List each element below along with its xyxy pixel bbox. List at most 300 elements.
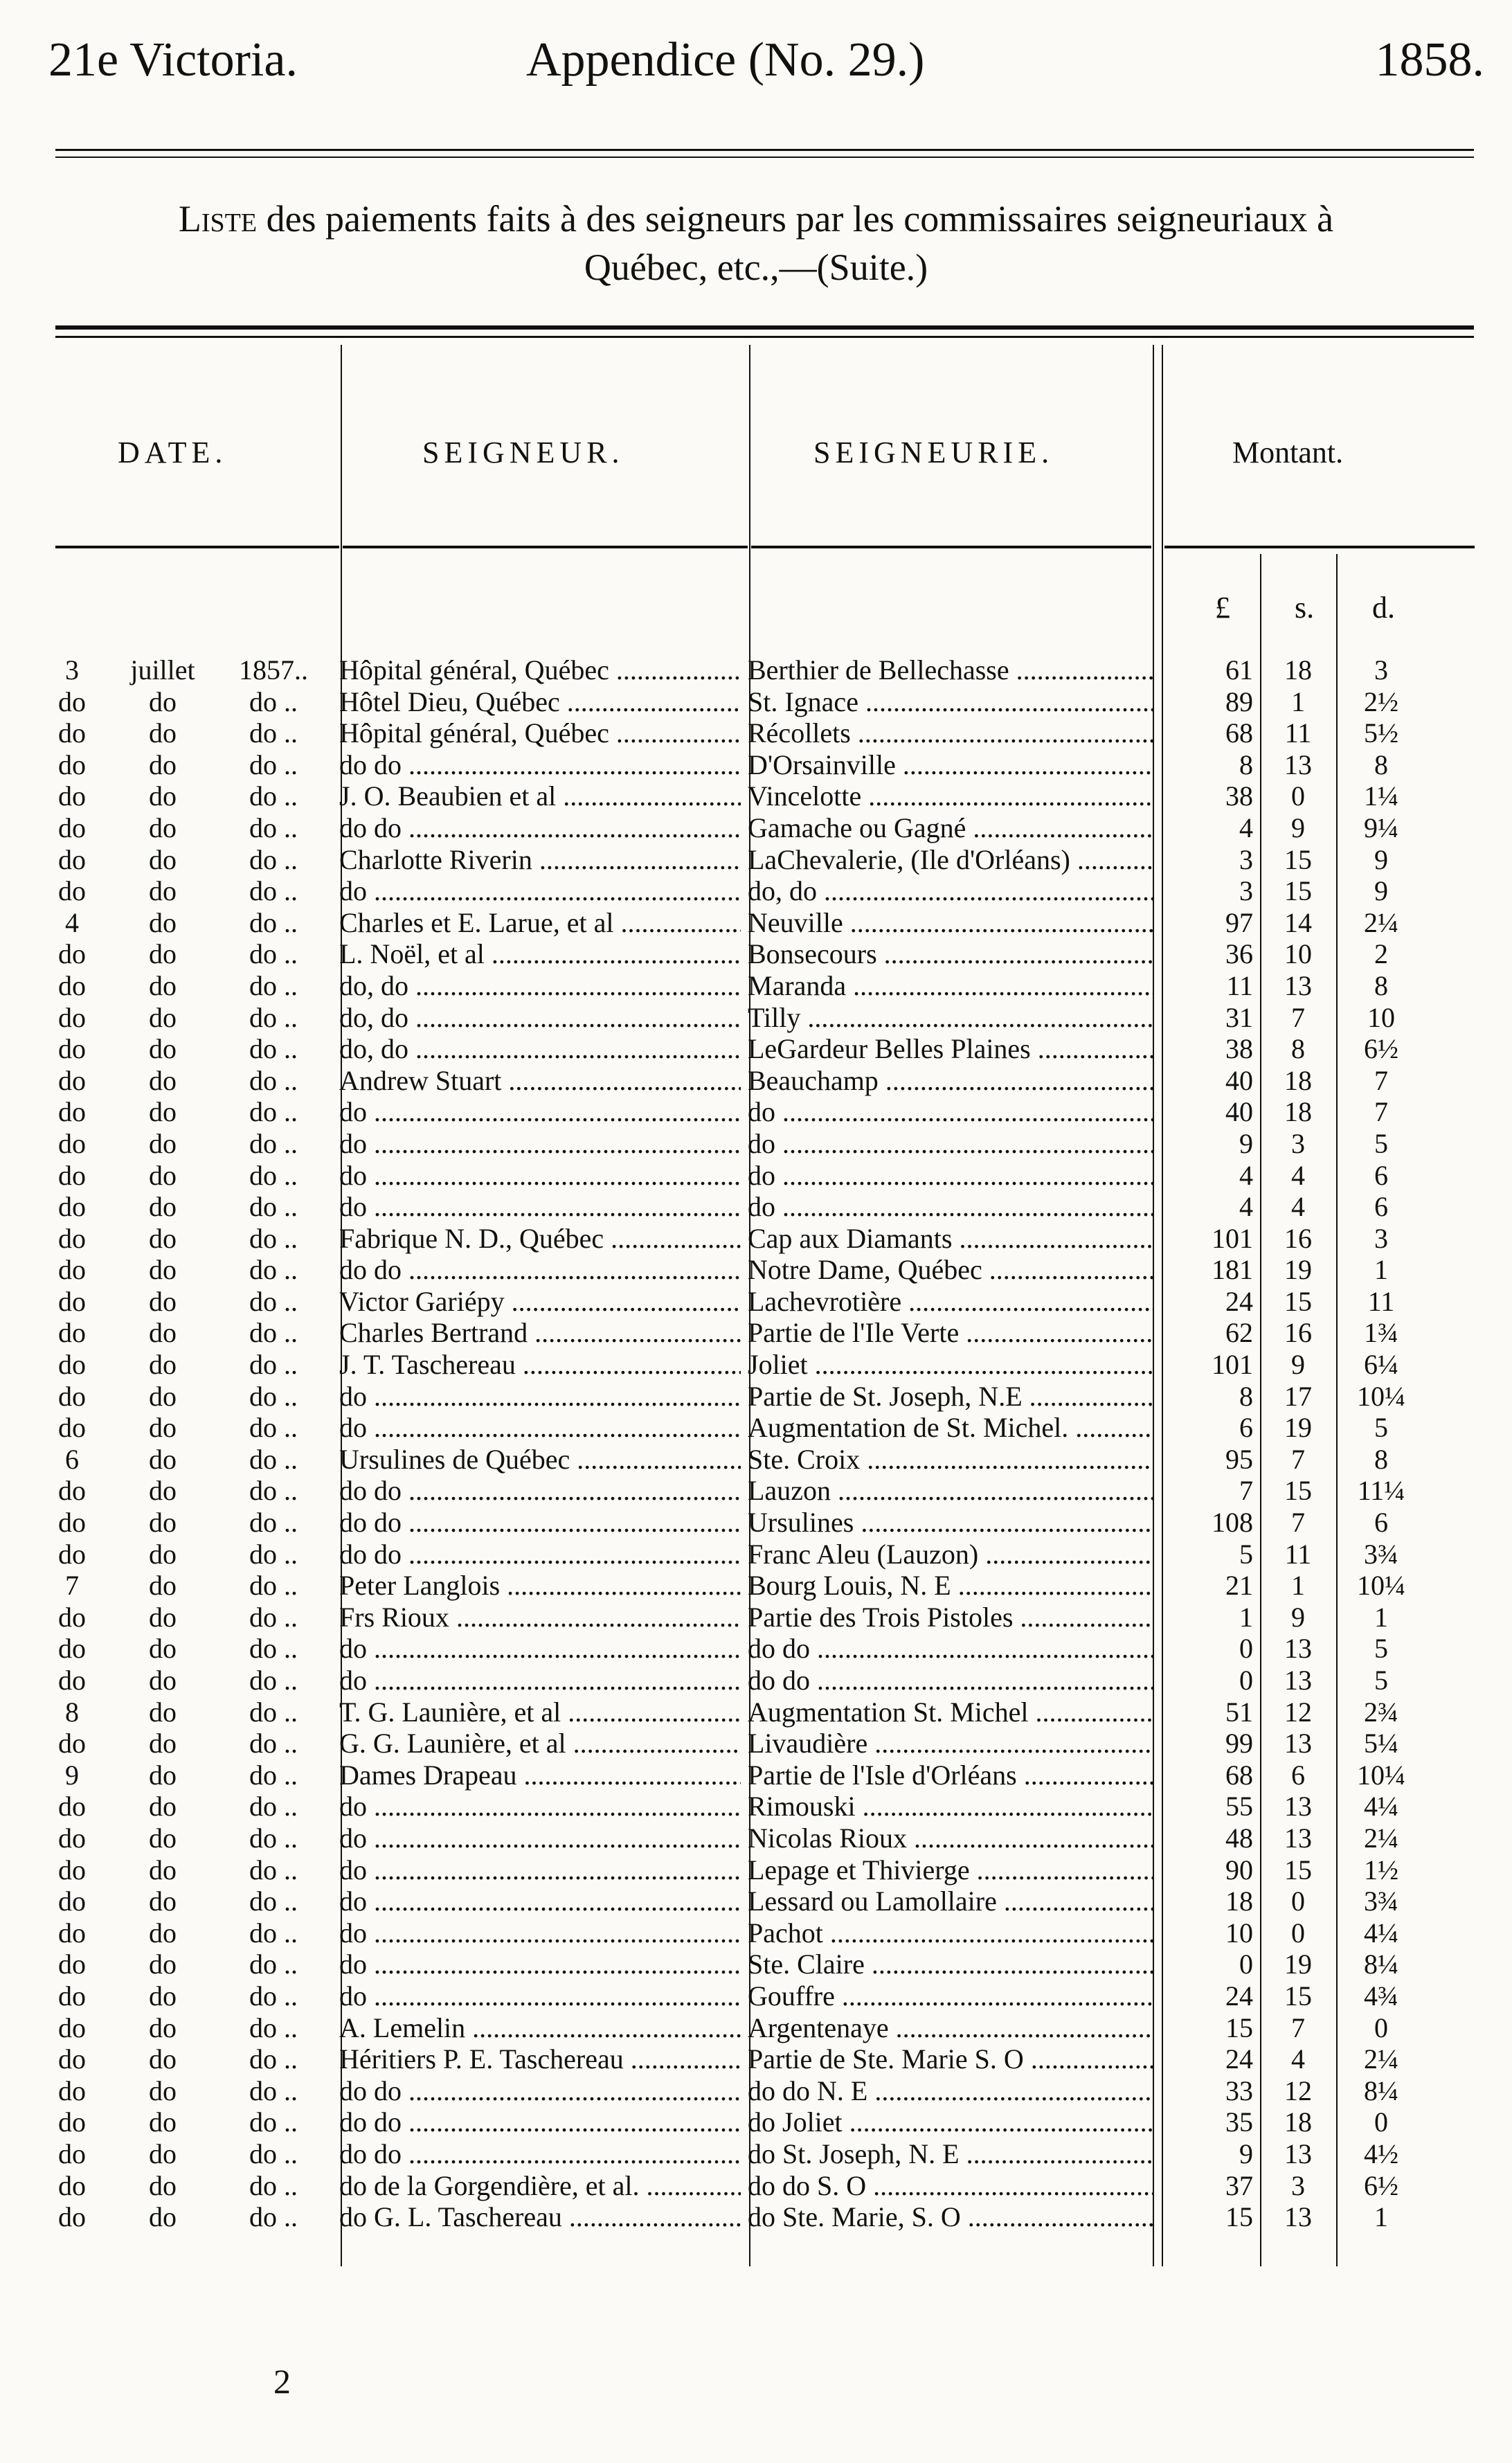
cell-year: do .. <box>249 1191 298 1223</box>
cell-s: 13 <box>1284 2138 1312 2169</box>
cell-l: 15 <box>1225 2201 1253 2233</box>
cell-seigneurie: Bonsecours ..... <box>748 938 1153 970</box>
cell-year: do .. <box>249 843 298 875</box>
cell-year: do .. <box>249 1696 298 1728</box>
cell-year: do .. <box>249 1538 298 1570</box>
cell-month: do <box>149 780 177 812</box>
cell-day: do <box>58 1001 86 1033</box>
cell-l: 4 <box>1239 1159 1253 1191</box>
cell-s: 12 <box>1284 1696 1312 1728</box>
cell-month: do <box>149 2138 177 2169</box>
cell-seigneurie: St. Ignace ..... <box>748 686 1153 718</box>
table-row <box>0 1444 1512 1476</box>
cell-l: 0 <box>1239 1949 1253 1980</box>
cell-day: do <box>58 1854 86 1886</box>
cell-seigneurie: Pachot ..... <box>748 1917 1153 1949</box>
cell-s: 13 <box>1284 1822 1312 1854</box>
table-row <box>0 1633 1512 1665</box>
cell-year: do .. <box>249 2138 298 2169</box>
table-row <box>0 2201 1512 2233</box>
cell-year: do .. <box>249 1159 298 1191</box>
cell-s: 4 <box>1291 2043 1305 2075</box>
cell-seigneur: T. G. Launière, et al ..... <box>339 1696 741 1728</box>
cell-month: do <box>149 1475 177 1507</box>
table-row <box>0 1949 1512 1980</box>
cell-d: 11 <box>1367 1285 1395 1317</box>
table-title-line2: Québec, etc.,—(Suite.) <box>584 247 928 288</box>
cell-l: 90 <box>1225 1854 1253 1886</box>
payments-table <box>0 654 1512 2233</box>
cell-seigneurie: Joliet ..... <box>748 1349 1153 1381</box>
cell-seigneur: J. T. Taschereau ..... <box>339 1349 741 1381</box>
cell-seigneurie: D'Orsainville ..... <box>748 749 1153 781</box>
table-row <box>0 1381 1512 1413</box>
cell-seigneurie: do Ste. Marie, S. O ..... <box>748 2201 1153 2233</box>
cell-seigneurie: Ursulines ..... <box>748 1507 1153 1539</box>
cell-day: do <box>58 686 86 717</box>
cell-day: do <box>58 1033 86 1065</box>
table-row <box>0 2138 1512 2170</box>
cell-s: 15 <box>1284 1854 1312 1886</box>
table-row <box>0 2075 1512 2107</box>
cell-month: do <box>149 1349 177 1381</box>
table-row <box>0 1002 1512 1034</box>
cell-s: 1 <box>1291 686 1305 717</box>
table-row <box>0 1033 1512 1065</box>
cell-day: do <box>58 1064 86 1096</box>
cell-day: do <box>58 780 86 812</box>
cell-l: 38 <box>1225 780 1253 812</box>
cell-seigneur: do do ..... <box>339 1507 741 1539</box>
cell-s: 18 <box>1284 654 1312 686</box>
table-title <box>0 195 1512 242</box>
title-lead: Liste <box>178 198 258 240</box>
cell-l: 40 <box>1225 1096 1253 1128</box>
header-rule-top <box>55 149 1474 151</box>
cell-month: do <box>149 1665 177 1696</box>
cell-year: do .. <box>249 1759 298 1791</box>
cell-seigneurie: Cap aux Diamants ..... <box>748 1223 1153 1255</box>
table-row <box>0 1412 1512 1444</box>
cell-day: do <box>58 1949 86 1980</box>
cell-seigneur: do ..... <box>339 1917 741 1949</box>
cell-s: 7 <box>1291 1507 1305 1539</box>
cell-d: 6½ <box>1364 2169 1398 2201</box>
cell-seigneurie: Ste. Claire ..... <box>748 1949 1153 1980</box>
cell-year: do .. <box>249 1412 298 1444</box>
cell-seigneurie: Lepage et Thivierge ..... <box>748 1854 1153 1886</box>
cell-month: do <box>149 1096 177 1128</box>
cell-seigneur: do ..... <box>339 1412 741 1444</box>
cell-l: 0 <box>1239 1665 1253 1696</box>
cell-l: 5 <box>1239 1538 1253 1570</box>
cell-day: do <box>58 1349 86 1381</box>
cell-d: 5¼ <box>1364 1728 1398 1759</box>
cell-year: do .. <box>249 969 298 1001</box>
cell-year: do .. <box>249 1317 298 1349</box>
cell-day: 8 <box>65 1696 79 1728</box>
cell-month: do <box>149 2075 177 2106</box>
table-row <box>0 1160 1512 1192</box>
cell-s: 12 <box>1284 2075 1312 2106</box>
cell-year: do .. <box>249 1127 298 1159</box>
table-row <box>0 970 1512 1002</box>
table-row <box>0 1917 1512 1949</box>
cell-s: 13 <box>1284 1665 1312 1696</box>
cell-l: 8 <box>1239 1380 1253 1412</box>
cell-seigneur: do do ..... <box>339 1254 741 1286</box>
cell-l: 35 <box>1225 2106 1253 2138</box>
cell-l: 24 <box>1225 2043 1253 2075</box>
cell-d: 9 <box>1374 875 1388 907</box>
unit-pounds: £ <box>1215 591 1230 625</box>
cell-seigneur: Charles et E. Larue, et al ..... <box>339 907 741 939</box>
cell-seigneur: do do ..... <box>339 2075 741 2107</box>
cell-d: 1 <box>1374 1254 1388 1286</box>
cell-seigneur: Victor Gariépy ..... <box>339 1286 741 1318</box>
cell-seigneurie: do do N. E ..... <box>748 2075 1153 2107</box>
cell-seigneur: do ..... <box>339 1886 741 1917</box>
cell-s: 18 <box>1284 2106 1312 2138</box>
cell-seigneur: G. G. Launière, et al ..... <box>339 1728 741 1759</box>
cell-month: do <box>149 843 177 875</box>
cell-day: do <box>58 1412 86 1444</box>
cell-l: 61 <box>1225 654 1253 686</box>
cell-day: do <box>58 1980 86 2012</box>
cell-d: 2½ <box>1364 686 1398 717</box>
cell-year: do .. <box>249 780 298 812</box>
cell-year: do .. <box>249 1601 298 1633</box>
cell-year: do .. <box>249 1285 298 1317</box>
cell-l: 3 <box>1239 843 1253 875</box>
cell-day: do <box>58 1665 86 1696</box>
cell-day: do <box>58 1538 86 1570</box>
cell-d: 2¼ <box>1364 2043 1398 2075</box>
cell-month: do <box>149 1222 177 1254</box>
cell-s: 7 <box>1291 1001 1305 1033</box>
cell-seigneur: Hôpital général, Québec ..... <box>339 717 741 749</box>
cell-l: 10 <box>1225 1917 1253 1949</box>
table-row <box>0 717 1512 749</box>
cell-seigneurie: do do S. O ..... <box>748 2170 1153 2202</box>
cell-day: 4 <box>65 906 79 938</box>
cell-l: 24 <box>1225 1980 1253 2012</box>
cell-d: 3¾ <box>1364 1886 1398 1917</box>
cell-year: do .. <box>249 1033 298 1065</box>
cell-seigneurie: Partie de l'Isle d'Orléans ..... <box>748 1759 1153 1791</box>
cell-seigneurie: Berthier de Bellechasse ..... <box>748 654 1153 686</box>
cell-d: 5 <box>1374 1127 1388 1159</box>
table-row <box>0 1602 1512 1633</box>
cell-seigneurie: Ste. Croix ..... <box>748 1444 1153 1476</box>
cell-s: 4 <box>1291 1191 1305 1223</box>
cell-seigneur: do G. L. Taschereau ..... <box>339 2201 741 2233</box>
cell-month: do <box>149 969 177 1001</box>
cell-s: 7 <box>1291 2012 1305 2043</box>
cell-seigneurie: Beauchamp ..... <box>748 1065 1153 1097</box>
cell-d: 5½ <box>1364 717 1398 749</box>
cell-month: do <box>149 1285 177 1317</box>
cell-l: 15 <box>1225 2012 1253 2043</box>
cell-day: do <box>58 1601 86 1633</box>
cell-day: do <box>58 1254 86 1286</box>
cell-month: do <box>149 1033 177 1065</box>
cell-seigneurie: Franc Aleu (Lauzon) ..... <box>748 1539 1153 1570</box>
cell-month: do <box>149 906 177 938</box>
cell-month: do <box>149 1854 177 1886</box>
cell-s: 14 <box>1284 906 1312 938</box>
cell-year: do .. <box>249 1728 298 1759</box>
cell-seigneur: do ..... <box>339 1949 741 1980</box>
cell-seigneur: do ..... <box>339 1980 741 2012</box>
column-header-seigneurie: SEIGNEURIE. <box>813 436 1054 469</box>
cell-d: 9 <box>1374 843 1388 875</box>
table-row <box>0 844 1512 876</box>
cell-seigneur: Hôpital général, Québec ..... <box>339 654 741 686</box>
cell-seigneurie: Gouffre ..... <box>748 1980 1153 2012</box>
cell-s: 16 <box>1284 1222 1312 1254</box>
cell-s: 1 <box>1291 1570 1305 1602</box>
cell-seigneur: do ..... <box>339 1665 741 1696</box>
cell-year: do .. <box>249 812 298 843</box>
cell-d: 4¼ <box>1364 1791 1398 1822</box>
cell-month: do <box>149 1728 177 1759</box>
cell-d: 11¼ <box>1357 1475 1405 1507</box>
cell-seigneurie: Lessard ou Lamollaire ..... <box>748 1886 1153 1917</box>
cell-d: 8 <box>1374 749 1388 780</box>
table-row <box>0 1539 1512 1570</box>
cell-seigneurie: do Joliet ..... <box>748 2106 1153 2138</box>
cell-seigneurie: Partie de l'Ile Verte ..... <box>748 1317 1153 1349</box>
cell-l: 9 <box>1239 2138 1253 2169</box>
cell-seigneur: do de la Gorgendière, et al. ..... <box>339 2170 741 2202</box>
cell-day: do <box>58 1822 86 1854</box>
cell-s: 16 <box>1284 1317 1312 1349</box>
cell-year: do .. <box>249 2075 298 2106</box>
cell-day: do <box>58 1317 86 1349</box>
cell-d: 10¼ <box>1357 1380 1405 1412</box>
cell-s: 3 <box>1291 2169 1305 2201</box>
cell-seigneurie: do do ..... <box>748 1665 1153 1696</box>
cell-year: do .. <box>249 1917 298 1949</box>
cell-seigneurie: Partie de Ste. Marie S. O ..... <box>748 2043 1153 2075</box>
cell-year: do .. <box>249 1001 298 1033</box>
cell-d: 5 <box>1374 1633 1388 1665</box>
table-row <box>0 1191 1512 1223</box>
cell-seigneur: do ..... <box>339 1633 741 1665</box>
cell-year: do .. <box>249 717 298 749</box>
cell-d: 6 <box>1374 1159 1388 1191</box>
cell-day: do <box>58 1096 86 1128</box>
cell-year: do .. <box>249 2043 298 2075</box>
cell-l: 8 <box>1239 749 1253 780</box>
cell-seigneurie: Maranda ..... <box>748 970 1153 1002</box>
cell-d: 4¾ <box>1364 1980 1398 2012</box>
cell-seigneurie: do do ..... <box>748 1633 1153 1665</box>
cell-d: 10 <box>1367 1001 1395 1033</box>
cell-year: do .. <box>249 2106 298 2138</box>
cell-year: do .. <box>249 1949 298 1980</box>
cell-s: 13 <box>1284 1633 1312 1665</box>
cell-day: 7 <box>65 1570 79 1602</box>
cell-d: 7 <box>1374 1064 1388 1096</box>
cell-l: 0 <box>1239 1633 1253 1665</box>
cell-seigneur: Andrew Stuart ..... <box>339 1065 741 1097</box>
cell-l: 31 <box>1225 1001 1253 1033</box>
header-underline-4 <box>1164 546 1475 548</box>
cell-s: 6 <box>1291 1759 1305 1791</box>
cell-year: do .. <box>249 1096 298 1128</box>
cell-s: 9 <box>1291 1349 1305 1381</box>
cell-s: 19 <box>1284 1412 1312 1444</box>
cell-month: do <box>149 1127 177 1159</box>
cell-month: do <box>149 1917 177 1949</box>
cell-l: 89 <box>1225 686 1253 717</box>
cell-month: do <box>149 2201 177 2233</box>
cell-day: do <box>58 2138 86 2169</box>
cell-year: do .. <box>249 1633 298 1665</box>
cell-year: do .. <box>249 1507 298 1539</box>
cell-s: 13 <box>1284 2201 1312 2233</box>
cell-month: do <box>149 2043 177 2075</box>
cell-seigneur: Ursulines de Québec ..... <box>339 1444 741 1476</box>
table-row <box>0 686 1512 718</box>
cell-day: do <box>58 1507 86 1539</box>
cell-seigneurie: Livaudière ..... <box>748 1728 1153 1759</box>
table-row <box>0 2170 1512 2202</box>
cell-l: 11 <box>1226 969 1253 1001</box>
cell-seigneur: Fabrique N. D., Québec ..... <box>339 1223 741 1255</box>
cell-d: 8 <box>1374 969 1388 1001</box>
cell-s: 19 <box>1284 1254 1312 1286</box>
cell-seigneur: Peter Langlois ..... <box>339 1570 741 1602</box>
table-row <box>0 1096 1512 1128</box>
cell-seigneur: do ..... <box>339 1791 741 1822</box>
cell-seigneur: do do ..... <box>339 812 741 844</box>
cell-month: do <box>149 1570 177 1602</box>
cell-s: 15 <box>1284 1980 1312 2012</box>
table-row <box>0 938 1512 970</box>
cell-s: 0 <box>1291 780 1305 812</box>
cell-d: 5 <box>1374 1412 1388 1444</box>
cell-seigneur: Hôtel Dieu, Québec ..... <box>339 686 741 718</box>
cell-month: do <box>149 749 177 780</box>
cell-seigneur: do, do ..... <box>339 1002 741 1034</box>
cell-year: do .. <box>249 2201 298 2233</box>
column-header-montant: Montant. <box>1232 436 1344 469</box>
cell-l: 48 <box>1225 1822 1253 1854</box>
cell-year: do .. <box>249 906 298 938</box>
cell-l: 33 <box>1225 2075 1253 2106</box>
unit-shillings: s. <box>1295 591 1315 625</box>
table-row <box>0 1570 1512 1602</box>
cell-month: do <box>149 1064 177 1096</box>
table-row <box>0 1254 1512 1286</box>
cell-l: 55 <box>1225 1791 1253 1822</box>
cell-seigneurie: Partie des Trois Pistoles ..... <box>748 1602 1153 1633</box>
cell-l: 37 <box>1225 2169 1253 2201</box>
cell-s: 8 <box>1291 1033 1305 1065</box>
cell-month: do <box>149 1191 177 1223</box>
cell-l: 181 <box>1212 1254 1253 1286</box>
table-row <box>0 875 1512 907</box>
cell-l: 62 <box>1225 1317 1253 1349</box>
cell-l: 36 <box>1225 938 1253 970</box>
table-row <box>0 654 1512 686</box>
header-underline-3 <box>751 546 1151 548</box>
cell-seigneur: do do ..... <box>339 2138 741 2170</box>
table-row <box>0 1886 1512 1917</box>
cell-year: do .. <box>249 686 298 717</box>
cell-seigneurie: Argentenaye ..... <box>748 2012 1153 2044</box>
cell-month: do <box>149 1759 177 1791</box>
cell-l: 18 <box>1225 1886 1253 1917</box>
running-header-session: 21e Victoria. <box>48 33 298 87</box>
cell-day: do <box>58 717 86 749</box>
cell-day: do <box>58 2043 86 2075</box>
table-row <box>0 1696 1512 1728</box>
cell-d: 1¾ <box>1364 1317 1398 1349</box>
cell-seigneurie: Augmentation de St. Michel. ..... <box>748 1412 1153 1444</box>
cell-seigneur: do, do ..... <box>339 970 741 1002</box>
cell-year: do .. <box>249 1222 298 1254</box>
cell-l: 21 <box>1225 1570 1253 1602</box>
header-underline-2 <box>343 546 748 548</box>
cell-seigneurie: Lauzon ..... <box>748 1475 1153 1507</box>
cell-day: do <box>58 2169 86 2201</box>
cell-year: do .. <box>249 1349 298 1381</box>
cell-month: do <box>149 1412 177 1444</box>
header-underline-1 <box>55 546 339 548</box>
cell-seigneurie: Rimouski ..... <box>748 1791 1153 1822</box>
cell-year: do .. <box>249 1822 298 1854</box>
cell-l: 7 <box>1239 1475 1253 1507</box>
cell-s: 3 <box>1291 1127 1305 1159</box>
cell-l: 4 <box>1239 812 1253 843</box>
cell-d: 9¼ <box>1364 812 1398 843</box>
cell-d: 0 <box>1374 2106 1388 2138</box>
cell-month: do <box>149 1254 177 1286</box>
table-row <box>0 1286 1512 1318</box>
cell-year: do .. <box>249 1980 298 2012</box>
cell-d: 8 <box>1374 1443 1388 1475</box>
cell-seigneur: Dames Drapeau ..... <box>339 1759 741 1791</box>
cell-seigneurie: Neuville ..... <box>748 907 1153 939</box>
cell-seigneur: do do ..... <box>339 1475 741 1507</box>
cell-seigneur: do ..... <box>339 1822 741 1854</box>
cell-year: do .. <box>249 1064 298 1096</box>
cell-s: 9 <box>1291 812 1305 843</box>
cell-s: 15 <box>1284 1285 1312 1317</box>
cell-seigneurie: do ..... <box>748 1128 1153 1160</box>
cell-month: do <box>149 686 177 717</box>
cell-seigneur: J. O. Beaubien et al ..... <box>339 780 741 812</box>
cell-month: do <box>149 1380 177 1412</box>
cell-l: 51 <box>1225 1696 1253 1728</box>
cell-seigneurie: Partie de St. Joseph, N.E ..... <box>748 1381 1153 1413</box>
cell-s: 7 <box>1291 1443 1305 1475</box>
cell-d: 6 <box>1374 1191 1388 1223</box>
title-text: des paiements faits à des seigneurs par les commissaires seigneuriaux à <box>266 198 1334 240</box>
cell-l: 1 <box>1239 1601 1253 1633</box>
cell-seigneurie: do ..... <box>748 1160 1153 1192</box>
table-row <box>0 749 1512 781</box>
table-row <box>0 1065 1512 1097</box>
cell-s: 4 <box>1291 1159 1305 1191</box>
cell-l: 6 <box>1239 1412 1253 1444</box>
cell-day: do <box>58 2012 86 2043</box>
cell-month: do <box>149 1317 177 1349</box>
